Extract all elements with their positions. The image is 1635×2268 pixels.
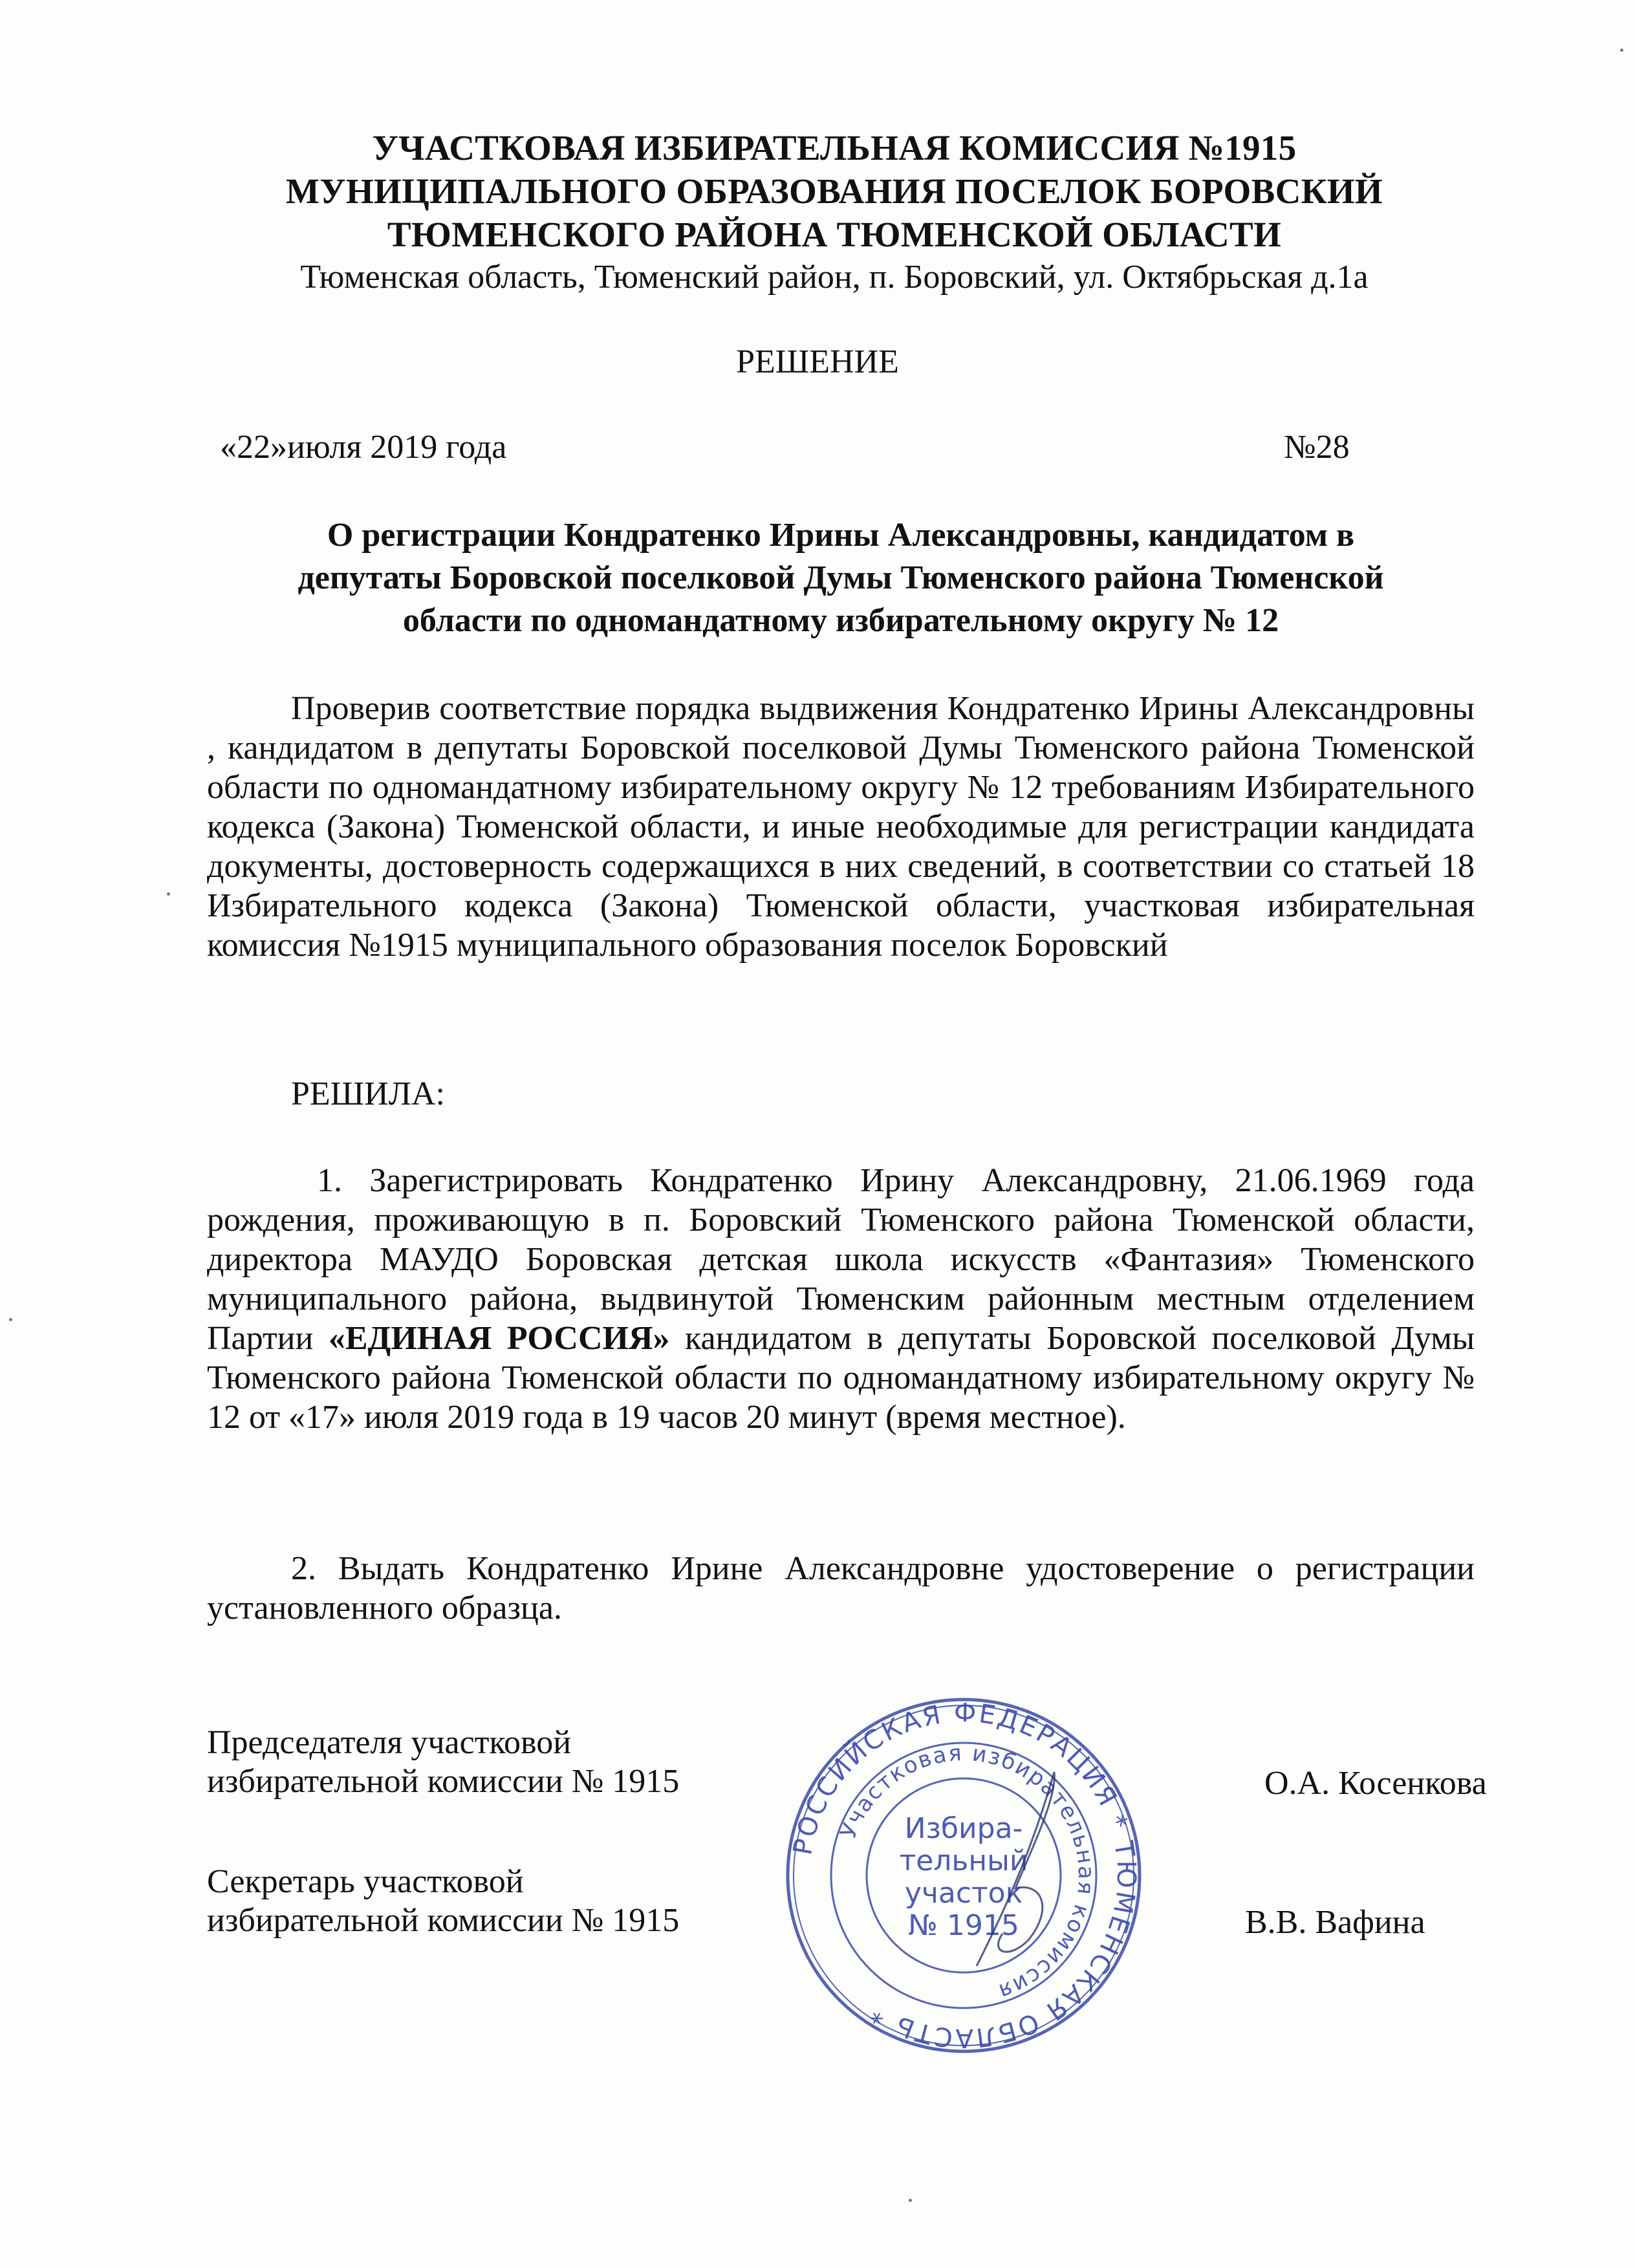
stamp-center-line-3: участок <box>904 1877 1023 1910</box>
item-1-text-after: кандидатом в депутаты Боровской поселковой Думы Тюменского района Тюменской области по одномандатному избирательному округу № 12 от «17» июля 2019 года в 19 часов 20 минут (время местное). <box>207 1320 1475 1436</box>
preamble-paragraph: Проверив соответствие порядка выдвижения Кондратенко Ирины Александровны , кандидатом в депутаты Боровской поселковой Думы Тюменского района Тюменской области по одномандатному избирательному округу № 12 требованиям Избирательного кодекса (Закона) Тюменской области, и иные необходимые для регистрации кандидата документы, достоверность содержащихся в них сведений, в соответствии со статьей 18 Избирательного кодекса (Закона) Тюменской области, участковая избирательная комиссия №1915 муниципального образования поселок Боровский <box>207 690 1475 964</box>
item-1-text-before: 1. Зарегистрировать Кондратенко Ирину Александровну, 21.06.1969 года рождения, проживающую в п. Боровский Тюменского района Тюменской области, директора МАУДО Боровская детская школа искусств «Фантазия» Тюменского муниципального района, выдвинутой Тюменским районным местным отделением Партии <box>207 1162 1475 1357</box>
document-number: №28 <box>1284 429 1350 466</box>
document-header <box>194 126 1475 297</box>
document-type: РЕШЕНИЕ <box>736 343 899 380</box>
chairman-title-line-2: избирательной комиссии № 1915 <box>207 1763 680 1800</box>
stamp-inner-text: Участковая избирательная комиссия <box>835 1740 1099 2005</box>
stamp-center-line-2: тельный <box>899 1844 1028 1877</box>
subject-line-3: области по одномандатному избирательному округу № 12 <box>402 602 1279 639</box>
header-line-3: ТЮМЕНСКОГО РАЙОНА ТЮМЕНСКОЙ ОБЛАСТИ <box>387 215 1282 254</box>
chairman-title <box>207 1723 679 1801</box>
stamp-outer-text: РОССИЙСКАЯ ФЕДЕРАЦИЯ * ТЮМЕНСКАЯ ОБЛАСТЬ * <box>788 1698 1142 2053</box>
resolved-label: РЕШИЛА: <box>291 1075 445 1112</box>
stamp-center-line-1: Избира- <box>904 1812 1023 1845</box>
secretary-title-line-1: Секретарь участковой <box>207 1863 524 1900</box>
scan-speck <box>167 892 170 896</box>
stamp-center-line-4: № 1915 <box>908 1909 1019 1942</box>
secretary-title-line-2: избирательной комиссии № 1915 <box>207 1902 680 1939</box>
party-name: «ЕДИНАЯ РОССИЯ» <box>328 1320 670 1357</box>
resolution-item-1 <box>207 1161 1475 1437</box>
document-subject <box>207 514 1475 642</box>
header-line-1: УЧАСТКОВАЯ ИЗБИРАТЕЛЬНАЯ КОМИССИЯ №1915 <box>372 128 1297 167</box>
chairman-name: О.А. Косенкова <box>1264 1765 1487 1802</box>
scan-speck <box>1620 49 1623 52</box>
subject-line-1: О регистрации Кондратенко Ирины Александровны, кандидатом в <box>327 517 1355 554</box>
subject-line-2: депутаты Боровской поселковой Думы Тюменского района Тюменской <box>298 559 1384 596</box>
scan-speck <box>9 1318 12 1321</box>
secretary-title <box>207 1863 679 1940</box>
official-stamp <box>783 1694 1145 2057</box>
chairman-title-line-1: Председателя участковой <box>207 1724 572 1761</box>
secretary-name: В.В. Вафина <box>1245 1904 1425 1941</box>
document-date: «22»июля 2019 года <box>220 429 507 466</box>
resolution-item-2: 2. Выдать Кондратенко Ирине Александровне удостоверение о регистрации установленного образца. <box>207 1550 1475 1626</box>
header-address: Тюменская область, Тюменский район, п. Боровский, ул. Октябрьская д.1а <box>300 259 1369 296</box>
scan-speck <box>909 2199 912 2202</box>
header-line-2: МУНИЦИПАЛЬНОГО ОБРАЗОВАНИЯ ПОСЕЛОК БОРОВСКИЙ <box>286 171 1383 211</box>
